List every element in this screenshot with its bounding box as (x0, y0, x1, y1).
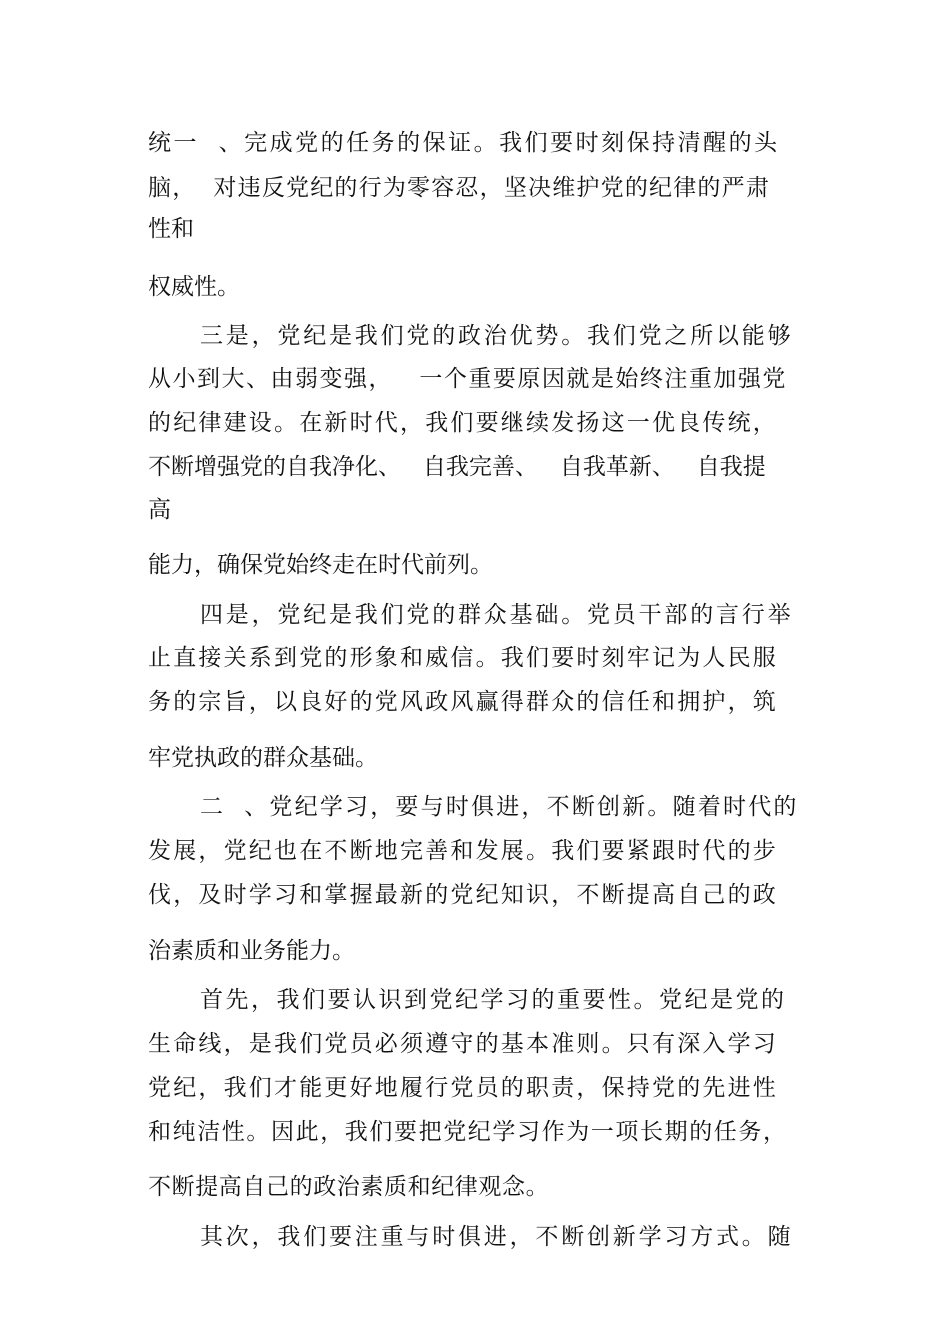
text-line: 能力，确保党始终走在时代前列。 (148, 552, 493, 578)
text-line: 统一 、完成党的任务的保证。我们要时刻保持清醒的头 (148, 130, 780, 156)
text-line: 和纯洁性。因此，我们要把党纪学习作为一项长期的任务， (148, 1119, 788, 1145)
text-line: 止直接关系到党的形象和威信。我们要时刻牢记为人民服 (148, 645, 778, 671)
text-line: 不断增强党的自我净化、 自我完善、 自我革新、 自我提 (148, 454, 766, 480)
paragraph-first-line: 四是，党纪是我们党的群众基础。党员干部的言行举 (200, 602, 794, 628)
text-line: 权威性。 (148, 274, 240, 300)
text-line: 高 (148, 497, 171, 523)
text-line: 生命线，是我们党员必须遵守的基本准则。只有深入学习 (148, 1031, 778, 1057)
paragraph-first-line: 三是，党纪是我们党的政治优势。我们党之所以能够 (200, 323, 794, 349)
text-line: 的纪律建设。在新时代，我们要继续发扬这一优良传统， (148, 410, 778, 436)
text-line: 牢党执政的群众基础。 (148, 745, 378, 771)
text-line: 治素质和业务能力。 (148, 938, 355, 964)
paragraph-first-line: 首先，我们要认识到党纪学习的重要性。党纪是党的 (200, 987, 787, 1013)
text-line: 从小到大、由弱变强， 一个重要原因就是始终注重加强党 (148, 366, 787, 392)
text-line: 脑， 对违反党纪的行为零容忍，坚决维护党的纪律的严肃 (148, 175, 771, 201)
text-line: 不断提高自己的政治素质和纪律观念。 (148, 1174, 550, 1200)
paragraph-first-line: 二 、党纪学习，要与时俱进，不断创新。随着时代的 (200, 794, 799, 820)
text-line: 务的宗旨，以良好的党风政风赢得群众的信任和拥护，筑 (148, 689, 778, 715)
text-line: 性和 (148, 216, 194, 242)
paragraph-first-line: 其次，我们要注重与时俱进，不断创新学习方式。随 (200, 1224, 794, 1250)
text-line: 发展，党纪也在不断地完善和发展。我们要紧跟时代的步 (148, 838, 778, 864)
text-line: 党纪，我们才能更好地履行党员的职责，保持党的先进性 (148, 1075, 778, 1101)
text-line: 伐，及时学习和掌握最新的党纪知识，不断提高自己的政 (148, 882, 778, 908)
